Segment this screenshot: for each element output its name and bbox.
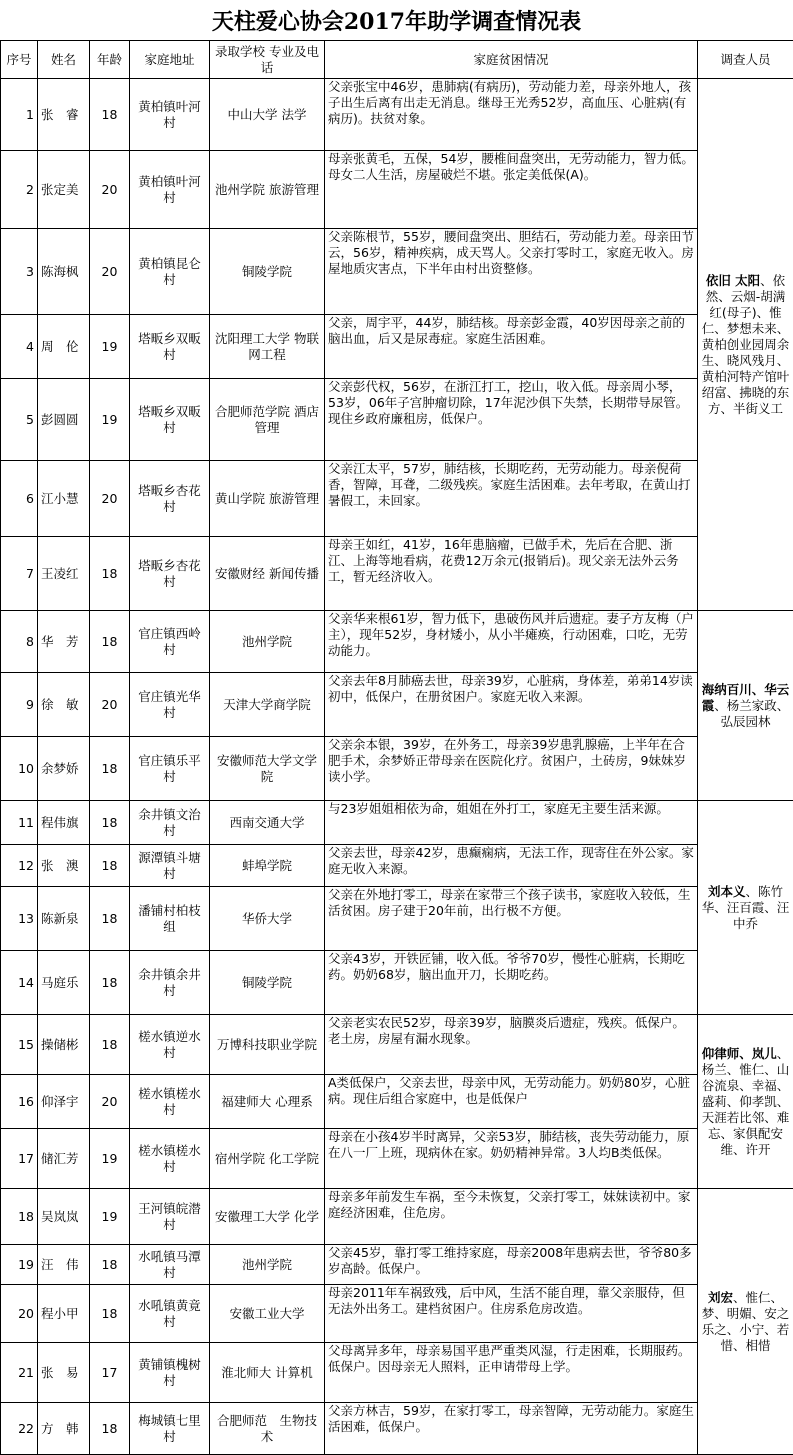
row-number: 20 — [1, 1285, 38, 1343]
row-number: 1 — [1, 79, 38, 151]
header-no: 序号 — [1, 41, 38, 79]
investigator-members: 、依然、云烟-胡满红(母子)、惟仁、梦想未来、黄柏创业园周余生、晓风残月、黄柏河特产馆叶绍富、拂晓的东方、半街义工 — [702, 273, 790, 416]
admitted-school: 池州学院 — [210, 1245, 325, 1285]
table-row — [1, 229, 793, 315]
student-name: 方 韩 — [38, 1403, 90, 1455]
table-row — [1, 951, 793, 1015]
home-address: 余井镇余井村 — [130, 951, 210, 1015]
student-name: 江小慧 — [38, 461, 90, 537]
admitted-school: 合肥师范 生物技术 — [210, 1403, 325, 1455]
student-name: 陈海枫 — [38, 229, 90, 315]
header-row — [1, 41, 793, 79]
admitted-school: 天津大学商学院 — [210, 673, 325, 737]
row-number: 15 — [1, 1015, 38, 1075]
student-age: 18 — [90, 611, 130, 673]
admitted-school: 安徽师范大学文学院 — [210, 737, 325, 801]
investigator-group — [698, 79, 793, 611]
student-name: 马庭乐 — [38, 951, 90, 1015]
home-address: 水吼镇马潭村 — [130, 1245, 210, 1285]
investigator-lead: 刘宏 — [708, 1290, 733, 1305]
table-row — [1, 1015, 793, 1075]
table-row — [1, 887, 793, 951]
table-row — [1, 79, 793, 151]
row-number: 12 — [1, 845, 38, 887]
family-situation: A类低保户，父亲去世，母亲中风，无劳动能力。奶奶80岁，心脏病。现住后组合家庭中，也是低保户 — [325, 1075, 698, 1129]
survey-table — [0, 40, 793, 1455]
admitted-school: 铜陵学院 — [210, 229, 325, 315]
family-situation: 父亲江太平，57岁，肺结核，长期吃药，无劳动能力。母亲倪荷香，智障，耳聋，二级残疾。家庭生活困难。去年考取，在黄山打暑假工，未回家。 — [325, 461, 698, 537]
header-school: 录取学校 专业及电话 — [210, 41, 325, 79]
student-age: 20 — [90, 673, 130, 737]
student-name: 储汇芳 — [38, 1129, 90, 1189]
admitted-school: 黄山学院 旅游管理 — [210, 461, 325, 537]
admitted-school: 安徽财经 新闻传播 — [210, 537, 325, 611]
family-situation: 父亲彭代权，56岁，在浙江打工，挖山，收入低。母亲周小琴，53岁，06年子宫肿瘤切除，17年泥沙俱下失禁，长期带导尿管。现住乡政府廉租房，低保户。 — [325, 379, 698, 461]
table-row — [1, 1245, 793, 1285]
student-name: 吴岚岚 — [38, 1189, 90, 1245]
home-address: 余井镇文治村 — [130, 801, 210, 845]
header-investigators: 调查人员 — [698, 41, 793, 79]
home-address: 槎水镇槎水村 — [130, 1075, 210, 1129]
investigator-lead: 依旧 太阳 — [706, 273, 760, 288]
student-age: 19 — [90, 1129, 130, 1189]
home-address: 槎水镇槎水村 — [130, 1129, 210, 1189]
student-age: 18 — [90, 801, 130, 845]
student-age: 18 — [90, 845, 130, 887]
sheet-title: 天柱爱心协会2017年助学调查情况表 — [0, 0, 793, 41]
family-situation: 父亲陈根节，55岁，腰间盘突出、胆结石，劳动能力差。母亲田节云，56岁，精神疾病，成天骂人。父亲打零时工，家庭无收入。房屋地质灾害点，下半年由村出资整修。 — [325, 229, 698, 315]
row-number: 16 — [1, 1075, 38, 1129]
admitted-school: 安徽工业大学 — [210, 1285, 325, 1343]
home-address: 槎水镇逆水村 — [130, 1015, 210, 1075]
family-situation: 父亲去世，母亲42岁，患癫痫病，无法工作，现寄住在外公家。家庭无收入来源。 — [325, 845, 698, 887]
investigator-lead: 海纳百川、华云霞 — [702, 682, 790, 713]
row-number: 7 — [1, 537, 38, 611]
table-row — [1, 1403, 793, 1455]
family-situation: 母亲2011年车祸致残，后中风，生活不能自理，靠父亲服侍，但无法外出务工。建档贫困户。住房系危房改造。 — [325, 1285, 698, 1343]
admitted-school: 西南交通大学 — [210, 801, 325, 845]
home-address: 梅城镇七里村 — [130, 1403, 210, 1455]
student-name: 仰泽宇 — [38, 1075, 90, 1129]
home-address: 官庄镇光华村 — [130, 673, 210, 737]
header-address: 家庭地址 — [130, 41, 210, 79]
home-address: 塔畈乡杏花村 — [130, 461, 210, 537]
student-name: 周 伦 — [38, 315, 90, 379]
admitted-school: 蚌埠学院 — [210, 845, 325, 887]
home-address: 塔畈乡双畈村 — [130, 379, 210, 461]
admitted-school: 福建师大 心理系 — [210, 1075, 325, 1129]
row-number: 18 — [1, 1189, 38, 1245]
table-row — [1, 1129, 793, 1189]
family-situation: 父亲老实农民52岁，母亲39岁，脑膜炎后遗症，残疾。低保户。老土房，房屋有漏水现象。 — [325, 1015, 698, 1075]
family-situation: 父亲在外地打零工，母亲在家带三个孩子读书，家庭收入较低，生活贫困。房子建于20年前，出行极不方便。 — [325, 887, 698, 951]
row-number: 11 — [1, 801, 38, 845]
table-row — [1, 461, 793, 537]
row-number: 19 — [1, 1245, 38, 1285]
student-age: 18 — [90, 1245, 130, 1285]
home-address: 塔畈乡杏花村 — [130, 537, 210, 611]
table-row — [1, 737, 793, 801]
family-situation: 父亲方林吉，59岁，在家打零工，母亲智障，无劳动能力。家庭生活困难，低保户。 — [325, 1403, 698, 1455]
row-number: 5 — [1, 379, 38, 461]
student-name: 操储彬 — [38, 1015, 90, 1075]
investigator-group — [698, 801, 793, 1015]
family-situation: 父亲华来根61岁，智力低下，患破伤风并后遗症。妻子方友梅（户主），现年52岁，身材矮小，从小半瘫痪，行动困难，口吃，无劳动能力。 — [325, 611, 698, 673]
student-age: 18 — [90, 537, 130, 611]
table-row — [1, 537, 793, 611]
home-address: 塔畈乡双畈村 — [130, 315, 210, 379]
row-number: 10 — [1, 737, 38, 801]
student-age: 19 — [90, 1189, 130, 1245]
home-address: 潘铺村柏枝组 — [130, 887, 210, 951]
table-row — [1, 611, 793, 673]
table-row — [1, 1343, 793, 1403]
table-row — [1, 379, 793, 461]
row-number: 22 — [1, 1403, 38, 1455]
student-name: 余梦娇 — [38, 737, 90, 801]
row-number: 3 — [1, 229, 38, 315]
investigator-members: 、杨兰、惟仁、山谷流泉、幸福、盛莉、仰孝凯、天涯若比邻、难忘、家俱配安维、许开 — [702, 1046, 790, 1157]
student-name: 王凌红 — [38, 537, 90, 611]
student-age: 18 — [90, 1403, 130, 1455]
admitted-school: 万博科技职业学院 — [210, 1015, 325, 1075]
home-address: 王河镇皖潜村 — [130, 1189, 210, 1245]
admitted-school: 合肥师范学院 酒店管理 — [210, 379, 325, 461]
student-name: 张 澳 — [38, 845, 90, 887]
family-situation: 母亲王如红，41岁，16年患脑瘤，已做手术，先后在合肥、浙江、上海等地看病，花费12万余元(报销后)。现父亲无法外云务工，暂无经济收入。 — [325, 537, 698, 611]
investigator-members: 、惟仁、梦、明媚、安之乐之、小宁、若惜、相惜 — [702, 1290, 790, 1353]
student-name: 张定美 — [38, 151, 90, 229]
student-age: 19 — [90, 315, 130, 379]
admitted-school: 华侨大学 — [210, 887, 325, 951]
student-age: 18 — [90, 737, 130, 801]
student-name: 程小甲 — [38, 1285, 90, 1343]
home-address: 黄柏镇叶河村 — [130, 151, 210, 229]
family-situation: 父亲张宝中46岁，患肺病(有病历)，劳动能力差，母亲外地人，孩子出生后离有出走无消息。继母王光秀52岁，高血压、心脏病(有病历)。扶贫对象。 — [325, 79, 698, 151]
admitted-school: 宿州学院 化工学院 — [210, 1129, 325, 1189]
home-address: 黄柏镇叶河村 — [130, 79, 210, 151]
student-name: 华 芳 — [38, 611, 90, 673]
investigator-group — [698, 611, 793, 801]
student-age: 20 — [90, 1075, 130, 1129]
student-age: 19 — [90, 379, 130, 461]
student-name: 陈新泉 — [38, 887, 90, 951]
row-number: 14 — [1, 951, 38, 1015]
table-row — [1, 1189, 793, 1245]
admitted-school: 安徽理工大学 化学 — [210, 1189, 325, 1245]
admitted-school: 沈阳理工大学 物联网工程 — [210, 315, 325, 379]
family-situation: 父亲，周宇平，44岁，肺结核。母亲彭金霞，40岁因母亲之前的脑出血，后又是尿毒症。家庭生活困难。 — [325, 315, 698, 379]
row-number: 6 — [1, 461, 38, 537]
admitted-school: 铜陵学院 — [210, 951, 325, 1015]
table-row — [1, 1285, 793, 1343]
family-situation: 母亲张黄毛，五保，54岁，腰椎间盘突出，无劳动能力，智力低。母女二人生活，房屋破烂不堪。张定美低保(A)。 — [325, 151, 698, 229]
admitted-school: 淮北师大 计算机 — [210, 1343, 325, 1403]
table-row — [1, 315, 793, 379]
student-age: 18 — [90, 1015, 130, 1075]
home-address: 官庄镇西岭村 — [130, 611, 210, 673]
investigator-group — [698, 1189, 793, 1455]
investigator-lead: 仰律师、岚儿 — [702, 1046, 777, 1061]
home-address: 官庄镇乐平村 — [130, 737, 210, 801]
row-number: 9 — [1, 673, 38, 737]
admitted-school: 池州学院 — [210, 611, 325, 673]
family-situation: 父亲43岁，开铁匠铺，收入低。爷爷70岁，慢性心脏病，长期吃药。奶奶68岁，脑出血开刀，长期吃药。 — [325, 951, 698, 1015]
table-row — [1, 151, 793, 229]
home-address: 黄铺镇槐树村 — [130, 1343, 210, 1403]
home-address: 黄柏镇昆仑村 — [130, 229, 210, 315]
student-age: 20 — [90, 151, 130, 229]
investigator-lead: 刘本义 — [708, 884, 746, 899]
student-name: 张 易 — [38, 1343, 90, 1403]
admitted-school: 中山大学 法学 — [210, 79, 325, 151]
investigator-group — [698, 1015, 793, 1189]
family-situation: 父亲去年8月肺癌去世，母亲39岁，心脏病，身体差，弟弟14岁读初中，低保户，在册贫困户。家庭无收入来源。 — [325, 673, 698, 737]
student-age: 18 — [90, 951, 130, 1015]
student-name: 徐 敏 — [38, 673, 90, 737]
row-number: 2 — [1, 151, 38, 229]
home-address: 源潭镇斗塘村 — [130, 845, 210, 887]
row-number: 17 — [1, 1129, 38, 1189]
admitted-school: 池州学院 旅游管理 — [210, 151, 325, 229]
header-name: 姓名 — [38, 41, 90, 79]
family-situation: 父亲45岁，靠打零工维持家庭，母亲2008年患病去世，爷爷80多岁高龄。低保户。 — [325, 1245, 698, 1285]
header-age: 年龄 — [90, 41, 130, 79]
student-age: 18 — [90, 887, 130, 951]
student-name: 张 睿 — [38, 79, 90, 151]
row-number: 8 — [1, 611, 38, 673]
table-row — [1, 801, 793, 845]
student-name: 程伟旗 — [38, 801, 90, 845]
row-number: 4 — [1, 315, 38, 379]
family-situation: 父母离异多年，母亲易国平患严重类风湿，行走困难，长期服药。低保户。因母亲无人照料，正申请带母上学。 — [325, 1343, 698, 1403]
home-address: 水吼镇黄竟村 — [130, 1285, 210, 1343]
student-age: 20 — [90, 229, 130, 315]
student-age: 20 — [90, 461, 130, 537]
investigator-members: 、陈竹华、汪百霞、汪中乔 — [702, 884, 790, 931]
student-age: 18 — [90, 79, 130, 151]
table-row — [1, 1075, 793, 1129]
student-name: 彭圆圆 — [38, 379, 90, 461]
student-name: 汪 伟 — [38, 1245, 90, 1285]
row-number: 13 — [1, 887, 38, 951]
student-age: 17 — [90, 1343, 130, 1403]
family-situation: 母亲多年前发生车祸，至今未恢复，父亲打零工，妹妹读初中。家庭经济困难，住危房。 — [325, 1189, 698, 1245]
family-situation: 母亲在小孩4岁半时离异，父亲53岁，肺结核，丧失劳动能力，原在八一厂上班，现病休在家。奶奶精神异常。3人均B类低保。 — [325, 1129, 698, 1189]
table-row — [1, 845, 793, 887]
header-situation: 家庭贫困情况 — [325, 41, 698, 79]
family-situation: 父亲余本银，39岁，在外务工，母亲39岁患乳腺癌，上半年在合肥手术，余梦娇正带母亲在医院化疗。贫困户，土砖房，9妹妹岁读小学。 — [325, 737, 698, 801]
table-row — [1, 673, 793, 737]
student-age: 18 — [90, 1285, 130, 1343]
row-number: 21 — [1, 1343, 38, 1403]
family-situation: 与23岁姐姐相依为命，姐姐在外打工，家庭无主要生活来源。 — [325, 801, 698, 845]
investigator-members: 、杨兰家政、弘辰园林 — [714, 698, 789, 729]
